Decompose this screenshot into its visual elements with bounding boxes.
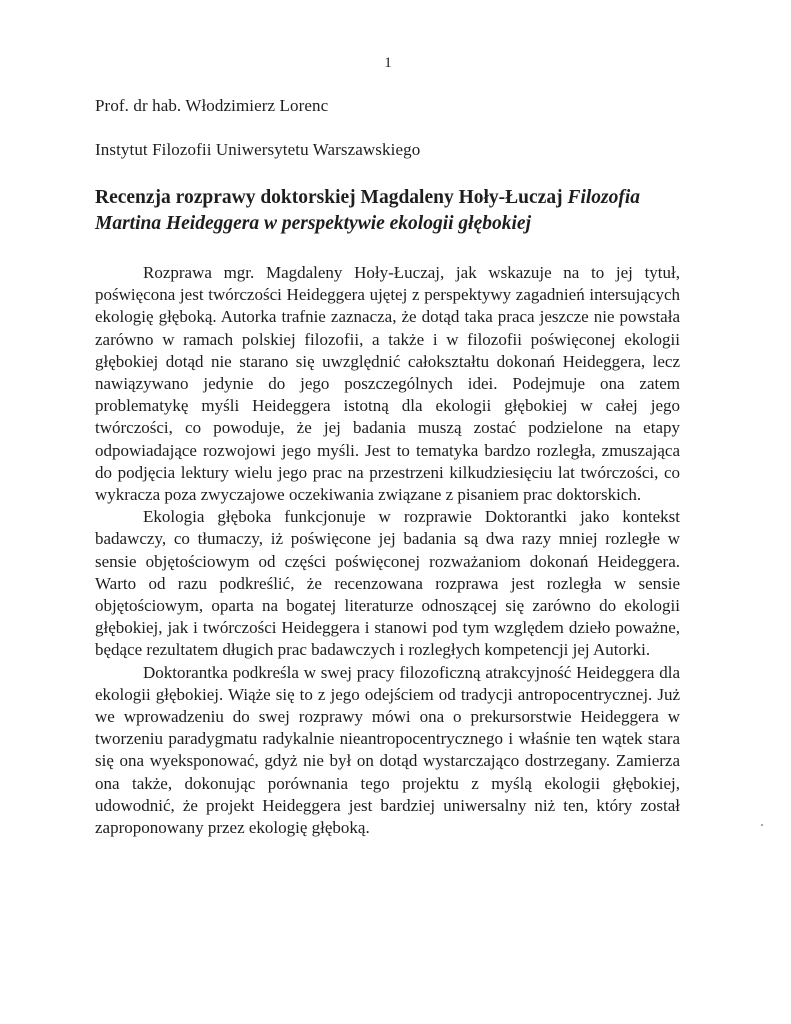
paragraph: Rozprawa mgr. Magdaleny Hoły-Łuczaj, jak wskazuje na to jej tytuł, poświęcona jest twórczości Heideggera ujętej z perspektywy zagadnień intersujących ekologię głęboką. Autorka trafnie zaznacza, że dotąd taka praca jeszcze nie powstała zarówno w ramach polskiej filozofii, a także i w filozofii poświęconej ekologii głębokiej dotąd nie starano się uwzględnić całokształtu dokonań Heideggera, lecz nawiązywano jedynie do jego poszczególnych idei. Podejmuje ona zatem problematykę myśli Heideggera istotną dla ekologii głębokiej w całej jego twórczości, co powoduje, że jej badania muszą zostać podzielone na etapy odpowiadające rozwojowi jego myśli. Jest to tematyka bardzo rozległa, zmuszająca do podjęcia lektury wielu jego prac na przestrzeni kilkudziesięciu lat twórczości, co wykracza poza zwyczajowe oczekiwania związane z pisaniem prac doktorskich. (95, 263, 680, 505)
body-text (95, 262, 680, 839)
paragraph: Ekologia głęboka funkcjonuje w rozprawie Doktorantki jako kontekst badawczy, co tłumaczy, iż poświęcone jej badania są dwa razy mniej rozległe w sensie objętościowym od części poświęconej rozważaniom dokonań Heideggera. Warto od razu podkreślić, że recenzowana rozprawa jest rozległa w sensie objętościowym, oparta na bogatej literaturze odnoszącej się zarówno do ekologii głębokiej, jak i twórczości Heideggera i stanowi pod tym względem dzieło poważne, będące rezultatem długich prac badawczych i rozległych kompetencji jej Autorki. (95, 507, 680, 660)
paragraph: Doktorantka podkreśla w swej pracy filozoficzną atrakcyjność Heideggera dla ekologii głębokiej. Wiąże się to z jego odejściem od tradycji antropocentrycznej. Już we wprowadzeniu do swej rozprawy mówi ona o prekursorstwie Heideggera w tworzeniu paradygmatu radykalnie nieantropocentrycznego i właśnie ten wątek stara się ona wyeksponować, gdyż nie był on dotąd wystarczająco dostrzegany. Zamierza ona także, dokonując porównania tego projektu z myślą ekologii głębokiej, udowodnić, że projekt Heideggera jest bardziej uniwersalny niż ten, który został zaproponowany przez ekologię głęboką. (95, 662, 680, 838)
institute-line: Instytut Filozofii Uniwersytetu Warszawskiego (95, 140, 421, 159)
scan-speck (761, 824, 763, 826)
title-italic: Filozofia Martina Heideggera w perspektywie ekologii głębokiej (95, 187, 641, 234)
page-number: 1 (384, 55, 392, 71)
title-plain: Recenzja rozprawy doktorskiej Magdaleny Hoły-Łuczaj (95, 187, 568, 208)
author-line: Prof. dr hab. Włodzimierz Lorenc (95, 96, 329, 115)
document-title (95, 185, 695, 237)
